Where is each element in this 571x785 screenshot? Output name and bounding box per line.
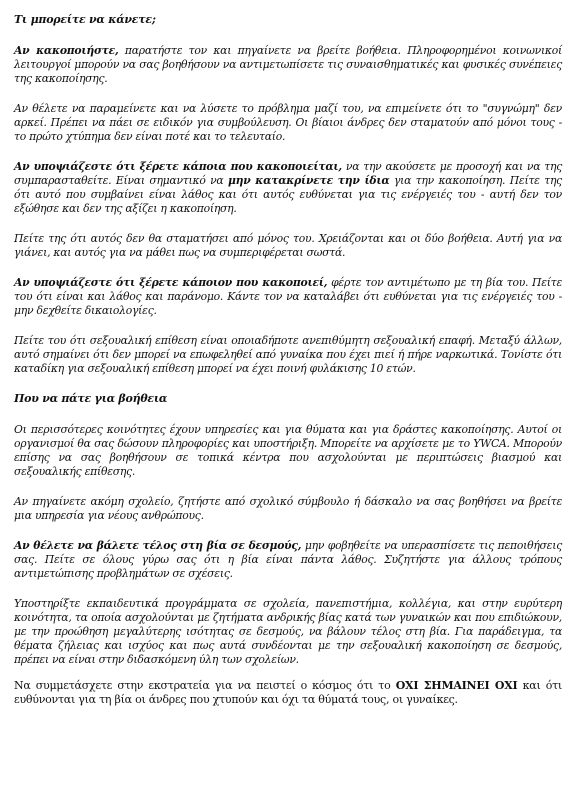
paragraph-end-violence	[14, 539, 562, 581]
text-know-an-abuser: φέρτε τον αντιμέτωπο με τη βία του. Πείτε του ότι είναι και λάθος και παράνομο. Κάντε τον να καταλάβει ότι ευθύνεται για τις ενέργειές του - μην δεχθείτε δικαιολογίες.	[14, 276, 562, 317]
paragraph-if-abused	[14, 44, 562, 86]
paragraph-school-help: Αν πηγαίνετε ακόμη σχολείο, ζητήστε από σχολικό σύμβουλο ή δάσκαλο να σας βοηθήσει να βρείτε μια υπηρεσία για νέους ανθρώπους.	[14, 495, 562, 522]
paragraph-both-need-help: Πείτε της ότι αυτός δεν θα σταματήσει από μόνος του. Χρειάζονται και οι δύο βοήθεια. Αυτή για να γιάνει, και αυτός για να μάθει πως να συμπεριφέρεται σωστά.	[14, 232, 562, 259]
heading-what-you-can-do: Τι μπορείτε να κάνετε;	[14, 13, 156, 26]
text-campaign-after: και ότι ευθύνονται για τη βία οι άνδρες που χτυπούν και όχι τα θύματά τους, οι γυναίκες.	[14, 679, 562, 706]
slogan-no-means-no: ΟΧΙ ΣΗΜΑΙΝΕΙ ΟΧΙ	[395, 679, 518, 692]
paragraph-no-means-no	[14, 679, 562, 707]
paragraph-sexual-assault: Πείτε του ότι σεξουαλική επίθεση είναι οποιαδήποτε ανεπιθύμητη σεξουαλική επαφή. Μεταξύ άλλων, αυτό σημαίνει ότι δεν μπορεί να επωφεληθεί από γυναίκα που έχει πιεί ή πήρε ναρκωτικά. Τονίστε ότι καταδίκη για σεξουαλική επίθεση μπορεί να έχει ποινή φυλάκισης 10 ετών.	[14, 334, 562, 375]
emphasis-do-not-blame: μην κατακρίνετε την ίδια	[227, 174, 390, 187]
lead-know-an-abuser: Αν υποψιάζεστε ότι ξέρετε κάποιον που κακοποιεί,	[14, 276, 328, 289]
paragraph-stay-and-solve: Αν θέλετε να παραμείνετε και να λύσετε το πρόβλημα μαζί του, να επιμείνετε ότι το "συγνώμη" δεν αρκεί. Πρέπει να πάει σε ειδικόν για συμβούλευση. Οι βίαιοι άνδρες δεν σταματούν από μόνοι τους - το πρώτο χτύπημα δεν είναι ποτέ και το τελευταίο.	[14, 102, 562, 143]
text-know-a-victim-2: για την κακοποίηση. Πείτε της ότι αυτό που συμβαίνει είναι λάθος και ότι αυτός ευθύνεται για τις ενέργειές του - αυτή δεν τον εξώθησε και δεν της αξίζει η κακοποίηση.	[14, 174, 562, 215]
lead-if-abused: Αν κακοποιήστε,	[14, 44, 119, 57]
paragraph-community-services: Οι περισσότερες κοινότητες έχουν υπηρεσίες και για θύματα και για δράστες κακοποίησης. Αυτοί οι οργανισμοί θα σας δώσουν πληροφορίες και υποστήριξη. Μπορείτε να αρχίσετε με το YWCA. Μπορούν επίσης να σας βοηθήσουν σε τοπικά κέντρα που ασχολούνται με περιπτώσεις βιασμού και σεξουαλικής επίθεσης.	[14, 423, 562, 478]
text-if-abused: παρατήστε τον και πηγαίνετε να βρείτε βοήθεια. Πληροφορημένοι κοινωνικοί λειτουργοί μπορούν να σας βοηθήσουν να αντιμετωπίσετε τις συναισθηματικές και φυσικές συνέπειες της κακοποίησης.	[14, 44, 562, 85]
text-know-a-victim-1: να την ακούσετε με προσοχή και να της συμπαρασταθείτε. Είναι σημαντικό να	[14, 160, 562, 187]
lead-end-violence: Αν θέλετε να βάλετε τέλος στη βία σε δεσμούς,	[14, 539, 302, 552]
paragraph-education-programs: Υποστηρίξτε εκπαιδευτικά προγράμματα σε σχολεία, πανεπιστήμια, κολλέγια, και στην ευρύτερη κοινότητα, τα οποία ασχολούνται με ζητήματα ανδρικής βίας κατά των γυναικών και που επιδιώκουν, με την προώθηση μεγαλύτερης ισότητας σε δεσμούς, να βάλουν τέλος στη βία. Για παράδειγμα, τα θέματα ζήλειας και ισχύος και πως αυτά συνδέονται με την σεξουαλική κακοποίηση σε δεσμούς, πρέπει να είναι στην διδασκόμενη ύλη των σχολείων.	[14, 597, 562, 666]
leaflet-text	[14, 13, 562, 707]
text-campaign-before: Να συμμετάσχετε στην εκστρατεία για να πειστεί ο κόσμος ότι το	[14, 679, 396, 692]
heading-where-to-get-help: Που να πάτε για βοήθεια	[14, 392, 168, 405]
paragraph-know-an-abuser	[14, 276, 562, 318]
paragraph-know-a-victim	[14, 160, 562, 216]
lead-know-a-victim: Αν υποψιάζεστε ότι ξέρετε κάποια που κακοποιείται,	[14, 160, 342, 173]
text-end-violence: μην φοβηθείτε να υπερασπίσετε τις πεποιθήσεις σας. Πείτε σε όλους γύρω σας ότι η βία είναι πάντα λάθος. Συζητήστε για άλλους τρόπους αντιμετώπισης προβλημάτων σε σχέσεις.	[14, 539, 562, 580]
